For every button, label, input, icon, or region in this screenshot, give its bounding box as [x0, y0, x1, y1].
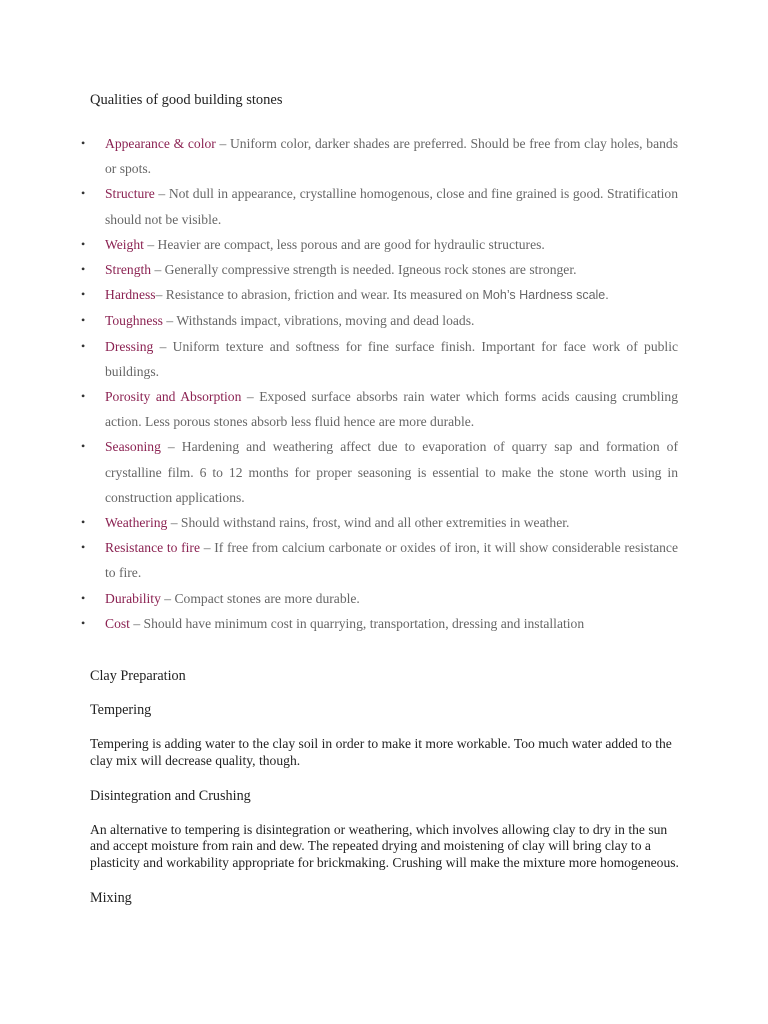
disintegration-paragraph: An alternative to tempering is disintegration or weathering, which involves allowing clay to dry in the sun and accept moisture from rain and dew. The repeated drying and moistening of clay will bring clay to a plasticity and workability appropriate for brickmaking. Crushing will make the mixture more homogeneous. [90, 821, 679, 871]
term-description: Heavier are compact, less porous and are good for hydraulic structures. [157, 236, 545, 252]
term-description: Uniform color, darker shades are preferred. Should be free from clay holes, bands or spots. [105, 136, 678, 177]
bullet-icon: • [81, 590, 86, 605]
bullet-icon: • [81, 439, 86, 454]
term-label: Toughness [105, 313, 163, 329]
term-separator: – [241, 389, 260, 405]
tempering-paragraph: Tempering is adding water to the clay soil in order to make it more workable. Too much water added to the clay mix will decrease quality, though. [90, 736, 672, 768]
bullet-icon: • [81, 313, 86, 328]
bullet-icon: • [81, 136, 86, 150]
tempering-heading: Tempering [90, 702, 152, 718]
list-item-strength [78, 257, 678, 282]
term-description: If free from calcium carbonate or oxides of iron, it will show considerable resistance to fire. [105, 540, 678, 581]
list-item-seasoning [78, 434, 678, 510]
term-separator: – [143, 236, 158, 252]
term-separator: – [153, 338, 173, 354]
page-title: Qualities of good building stones [90, 92, 283, 108]
term-label: Durability [105, 590, 161, 606]
term-description: Should have minimum cost in quarrying, transportation, dressing and installation [143, 615, 585, 631]
term-label: Hardness [105, 287, 156, 303]
list-item-toughness [78, 308, 678, 333]
term-separator: – [160, 590, 175, 606]
bullet-icon: • [81, 615, 86, 630]
term-description: Not dull in appearance, crystalline homogenous, close and fine grained is good. Stratification should not be visible. [105, 186, 679, 227]
bullet-icon: • [81, 540, 86, 555]
bullet-icon: • [81, 186, 86, 201]
term-description: Should withstand rains, frost, wind and all other extremities in weather. [180, 515, 570, 531]
qualities-list [78, 131, 678, 636]
list-item-hardness [78, 282, 678, 308]
term-separator: – [215, 136, 230, 151]
term-label: Strength [105, 262, 152, 278]
term-label: Seasoning [105, 439, 161, 455]
bullet-icon: • [81, 262, 86, 277]
clay-preparation-heading: Clay Preparation [90, 668, 186, 684]
bullet-icon: • [81, 287, 86, 302]
term-label: Cost [105, 615, 130, 631]
list-item-weight [78, 232, 678, 257]
term-description: Hardening and weathering affect due to evaporation of quarry sap and formation of crystalline film. 6 to 12 months for proper seasoning is essential to make the stone worth using in construction applications. [105, 439, 679, 505]
list-item-porosity [78, 384, 678, 434]
term-description: Generally compressive strength is needed. Igneous rock stones are stronger. [164, 262, 577, 278]
list-item-dressing [78, 334, 678, 384]
list-item-cost [78, 611, 678, 636]
term-separator: – [154, 186, 169, 202]
term-description: Withstands impact, vibrations, moving and dead loads. [176, 313, 475, 329]
term-description: Exposed surface absorbs rain water which forms acids causing crumbling action. Less porous stones absorb less fluid hence are more durable. [105, 389, 679, 430]
term-label: Weight [105, 236, 144, 252]
term-separator: – [129, 615, 144, 631]
term-label: Structure [105, 186, 155, 202]
term-separator: – [200, 540, 215, 556]
term-description: Compact stones are more durable. [174, 590, 360, 606]
hardness-scale-text: Moh’s Hardness scale. [482, 288, 609, 303]
bullet-icon: • [81, 338, 86, 353]
list-item-weathering [78, 510, 678, 535]
mixing-heading: Mixing [90, 889, 132, 906]
term-separator: – [160, 439, 182, 455]
bullet-icon: • [81, 515, 86, 530]
list-item-structure [78, 181, 678, 231]
term-separator: – [155, 287, 166, 303]
term-separator: – [167, 515, 181, 531]
bullet-icon: • [81, 389, 86, 404]
term-label: Appearance & color [105, 136, 216, 151]
term-label: Porosity and Absorption [105, 389, 242, 405]
list-item-durability [78, 586, 678, 611]
clay-preparation-section [90, 667, 680, 907]
term-separator: – [162, 313, 177, 329]
term-description: Resistance to abrasion, friction and wear. Its measured on [165, 287, 483, 303]
term-separator: – [151, 262, 165, 278]
term-label: Weathering [105, 515, 168, 531]
list-item-fire-resistance [78, 535, 678, 585]
disintegration-heading: Disintegration and Crushing [90, 787, 251, 804]
bullet-icon: • [81, 236, 86, 251]
term-label: Dressing [105, 338, 154, 354]
list-item-appearance [78, 131, 678, 181]
term-label: Resistance to fire [105, 540, 200, 556]
term-description: Uniform texture and softness for fine surface finish. Important for face work of public buildings. [105, 338, 679, 379]
